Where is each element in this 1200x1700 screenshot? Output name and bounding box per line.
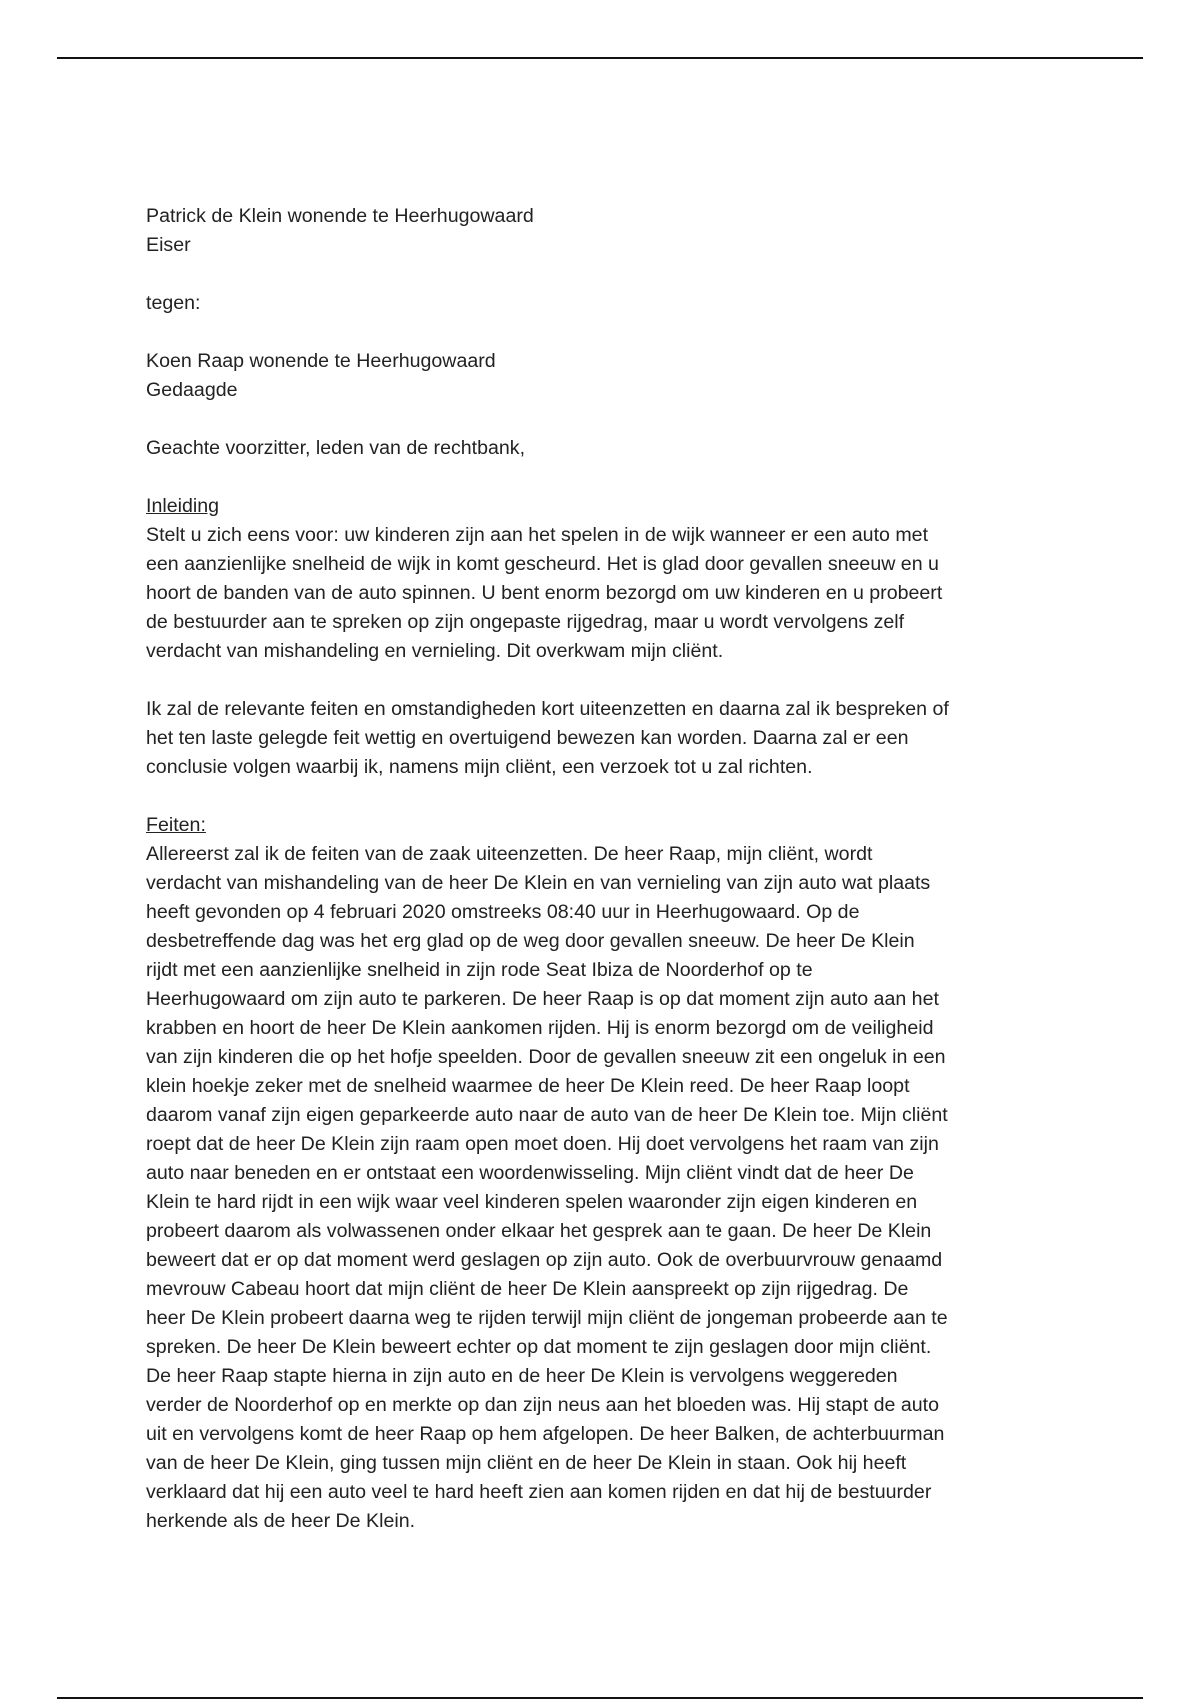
paragraph-line: krabben en hoort de heer De Klein aankomen rijden. Hij is enorm bezorgd om de veiligheid [146,1017,934,1039]
paragraph-line: beweert dat er op dat moment werd geslagen op zijn auto. Ook de overbuurvrouw genaamd [146,1249,943,1271]
versus-label: tegen: [146,292,201,314]
document-body [146,202,1086,1536]
spacer [146,260,1086,289]
paragraph-line: heeft gevonden op 4 februari 2020 omstreeks 08:40 uur in Heerhugowaard. Op de [146,901,860,923]
spacer [146,782,1086,811]
salutation: Geachte voorzitter, leden van de rechtbank, [146,437,526,459]
paragraph-line: spreken. De heer De Klein beweert echter op dat moment te zijn geslagen door mijn cliënt. [146,1336,932,1358]
paragraph-line: herkende als de heer De Klein. [146,1510,416,1532]
paragraph-line: Klein te hard rijdt in een wijk waar veel kinderen spelen waaronder zijn eigen kinderen en [146,1191,918,1213]
paragraph-line: rijdt met een aanzienlijke snelheid in zijn rode Seat Ibiza de Noorderhof op te [146,959,813,981]
paragraph-line: Ik zal de relevante feiten en omstandigheden kort uiteenzetten en daarna zal ik bespreken of [146,698,949,720]
paragraph-line: verdacht van mishandeling en vernieling. Dit overkwam mijn cliënt. [146,640,724,662]
paragraph-line: klein hoekje zeker met de snelheid waarmee de heer De Klein reed. De heer Raap loopt [146,1075,910,1097]
paragraph-line: probeert daarom als volwassenen onder elkaar het gesprek aan te gaan. De heer De Klein [146,1220,932,1242]
paragraph-line: hoort de banden van de auto spinnen. U bent enorm bezorgd om uw kinderen en u probeert [146,582,943,604]
paragraph-line: Stelt u zich eens voor: uw kinderen zijn aan het spelen in de wijk wanneer er een auto met [146,524,929,546]
section-heading-feiten: Feiten: [146,814,206,836]
paragraph-line: de bestuurder aan te spreken op zijn ongepaste rijgedrag, maar u wordt vervolgens zelf [146,611,905,633]
spacer [146,463,1086,492]
paragraph-line: Allereerst zal ik de feiten van de zaak uiteenzetten. De heer Raap, mijn cliënt, wordt [146,843,873,865]
paragraph-line: desbetreffende dag was het erg glad op de weg door gevallen sneeuw. De heer De Klein [146,930,915,952]
paragraph-line: heer De Klein probeert daarna weg te rijden terwijl mijn cliënt de jongeman probeerde aan te [146,1307,948,1329]
paragraph-line: van de heer De Klein, ging tussen mijn cliënt en de heer De Klein in staan. Ook hij heeft [146,1452,907,1474]
paragraph-line: verder de Noorderhof op en merkte op dan zijn neus aan het bloeden was. Hij stapt de auto [146,1394,939,1416]
defendant-name: Koen Raap wonende te Heerhugowaard [146,350,496,372]
spacer [146,666,1086,695]
paragraph-line: het ten laste gelegde feit wettig en overtuigend bewezen kan worden. Daarna zal er een [146,727,909,749]
bottom-rule [57,1697,1143,1699]
paragraph-line: roept dat de heer De Klein zijn raam open moet doen. Hij doet vervolgens het raam van zijn [146,1133,939,1155]
defendant-role: Gedaagde [146,379,238,401]
paragraph-line: conclusie volgen waarbij ik, namens mijn cliënt, een verzoek tot u zal richten. [146,756,813,778]
paragraph-line: verklaard dat hij een auto veel te hard heeft zien aan komen rijden en dat hij de bestuurder [146,1481,932,1503]
paragraph-line: mevrouw Cabeau hoort dat mijn cliënt de heer De Klein aanspreekt op zijn rijgedrag. De [146,1278,909,1300]
paragraph-line: van zijn kinderen die op het hofje speelden. Door de gevallen sneeuw zit een ongeluk in een [146,1046,946,1068]
paragraph-line: daarom vanaf zijn eigen geparkeerde auto naar de auto van de heer De Klein toe. Mijn cliënt [146,1104,948,1126]
paragraph-line: uit en vervolgens komt de heer Raap op hem afgelopen. De heer Balken, de achterbuurman [146,1423,945,1445]
plaintiff-role: Eiser [146,234,191,256]
top-rule [57,57,1143,59]
paragraph-line: Heerhugowaard om zijn auto te parkeren. De heer Raap is op dat moment zijn auto aan het [146,988,939,1010]
paragraph-line: verdacht van mishandeling van de heer De Klein en van vernieling van zijn auto wat plaats [146,872,931,894]
spacer [146,405,1086,434]
section-heading-inleiding: Inleiding [146,495,219,517]
paragraph-line: De heer Raap stapte hierna in zijn auto en de heer De Klein is vervolgens weggereden [146,1365,898,1387]
paragraph-line: auto naar beneden en er ontstaat een woordenwisseling. Mijn cliënt vindt dat de heer De [146,1162,914,1184]
plaintiff-name: Patrick de Klein wonende te Heerhugowaard [146,205,534,227]
spacer [146,318,1086,347]
paragraph-line: een aanzienlijke snelheid de wijk in komt gescheurd. Het is glad door gevallen sneeuw en u [146,553,939,575]
